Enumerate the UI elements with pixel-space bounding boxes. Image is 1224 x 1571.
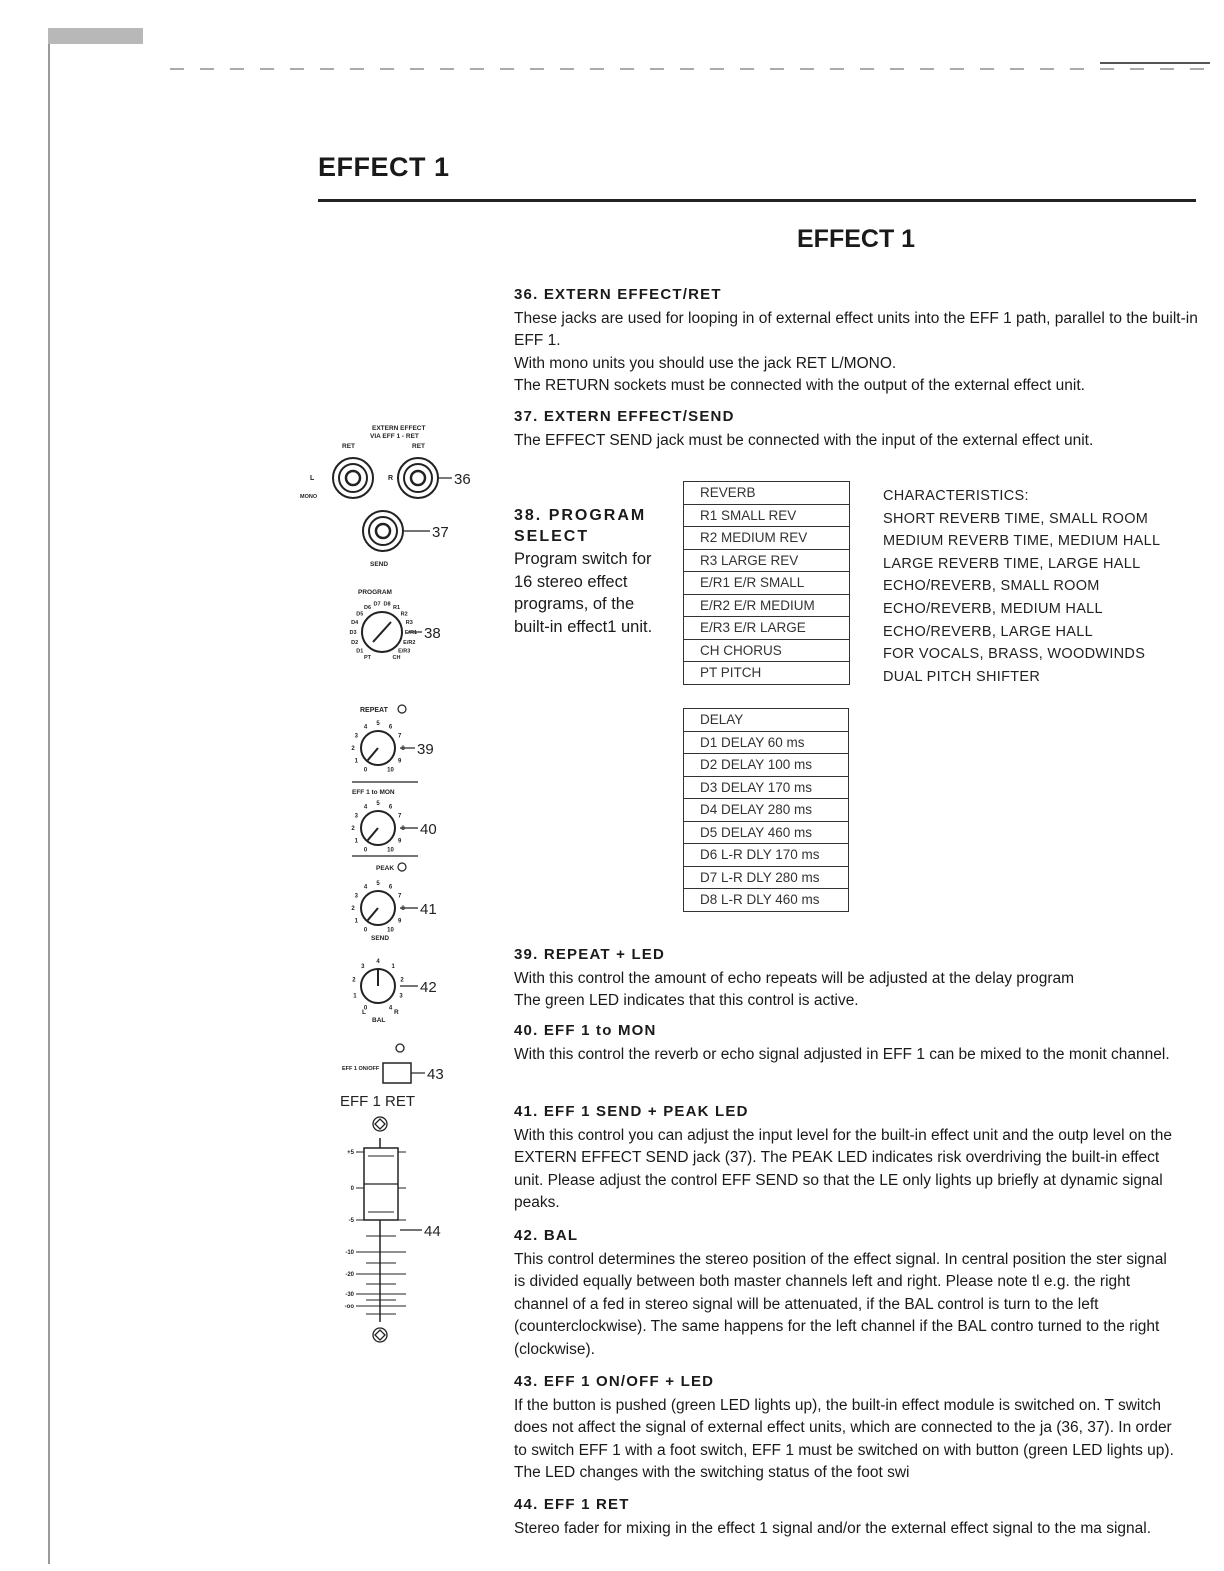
list-item: ECHO/REVERB, SMALL ROOM — [883, 578, 1100, 595]
peak-led-icon — [398, 863, 406, 871]
section-heading: 37. EXTERN EFFECT/SEND — [514, 408, 735, 425]
table-row — [684, 709, 849, 732]
callout-38: 38 — [424, 625, 441, 642]
knob-scale-label: 1 — [354, 918, 358, 925]
knob-scale-label: 2 — [400, 977, 404, 984]
program-label: PROGRAM — [358, 589, 392, 596]
table-row — [684, 482, 850, 505]
table-cell: D7 L-R DLY 280 ms — [684, 866, 849, 889]
eff-onoff-label: EFF 1 ON/OFF — [342, 1066, 380, 1072]
section-heading: 41. EFF 1 SEND + PEAK LED — [514, 1103, 749, 1120]
via-eff-label: VIA EFF 1 - RET — [370, 433, 419, 440]
knob-scale-label: 7 — [398, 813, 402, 820]
knob-scale-label: 1 — [353, 993, 357, 1000]
table-cell: D3 DELAY 170 ms — [684, 776, 849, 799]
fader-bottom-screw-icon — [373, 1328, 387, 1342]
knob-scale-label: 8 — [401, 826, 405, 832]
knob-scale-label: 8 — [401, 906, 405, 912]
section-paragraph: Program switch for 16 stereo effect programs, of the built-in effect1 unit. — [514, 550, 653, 636]
knob-scale-label: 4 — [376, 959, 380, 965]
section-heading: 38. PROGRAM SELECT — [514, 507, 647, 545]
table-row — [684, 754, 849, 777]
table-cell: D8 L-R DLY 460 ms — [684, 889, 849, 912]
knob-scale-label: 4 — [388, 1005, 393, 1012]
callout-43: 43 — [427, 1066, 444, 1083]
knob-scale-label: 0 — [363, 1005, 368, 1012]
mono-label: MONO — [300, 494, 318, 500]
bal-label: BAL — [372, 1017, 386, 1024]
repeat-label: REPEAT — [360, 707, 388, 714]
callout-44: 44 — [424, 1223, 441, 1240]
table-cell: D6 L-R DLY 170 ms — [684, 844, 849, 867]
list-item: ECHO/REVERB, LARGE HALL — [883, 623, 1093, 640]
section-44 — [514, 1494, 1176, 1540]
knob-scale-label: 10 — [387, 927, 394, 934]
r-label: R — [388, 475, 394, 482]
table-cell: R2 MEDIUM REV — [684, 527, 850, 550]
section-paragraph: If the button is pushed (green LED lights up), the built-in effect module is switched on. T switch does not affect the signal of external effect units, which are connected to the ja (36, 37). In order to switch EFF 1 with a foot switch, EFF 1 must be switched on with button (green LED lights up). The LED changes with the switching status of the foot swi — [514, 1396, 1174, 1481]
ret-left-label: RET — [342, 443, 355, 450]
table-cell: D5 DELAY 460 ms — [684, 821, 849, 844]
section-39 — [514, 944, 1182, 1013]
eff-send-knob-icon — [351, 881, 405, 934]
table-row — [684, 731, 849, 754]
knob-scale-label: 7 — [398, 893, 402, 900]
knob-scale-label: 4 — [363, 884, 368, 891]
section-36 — [514, 284, 1199, 398]
knob-scale-label: 1 — [354, 838, 358, 845]
peak-label: PEAK — [376, 865, 395, 872]
fader-scale-label: 0 — [350, 1186, 354, 1192]
callout-42: 42 — [420, 979, 437, 996]
fader-top-screw-icon — [373, 1117, 387, 1131]
list-item: DUAL PITCH SHIFTER — [883, 668, 1041, 685]
section-heading: 39. REPEAT + LED — [514, 946, 666, 963]
knob-scale-label: 5 — [376, 721, 380, 727]
list-item: CHARACTERISTICS: — [883, 488, 1029, 504]
bal-knob-icon — [352, 959, 404, 1012]
list-item: FOR VOCALS, BRASS, WOODWINDS — [883, 646, 1146, 663]
list-item: SHORT REVERB TIME, SMALL ROOM — [883, 510, 1149, 527]
scan-artifact-line — [1100, 62, 1210, 64]
list-item: MEDIUM REVERB TIME, MEDIUM HALL — [883, 533, 1161, 550]
header-rule — [318, 199, 1196, 202]
table-cell: D1 DELAY 60 ms — [684, 731, 849, 754]
table-row — [684, 866, 849, 889]
section-paragraph: The EFFECT SEND jack must be connected with the input of the external effect unit. — [514, 431, 1094, 449]
knob-scale-label: 5 — [376, 881, 380, 887]
knob-scale-label: 3 — [354, 893, 358, 900]
section-heading: 36. EXTERN EFFECT/RET — [514, 286, 722, 303]
ret-right-jack-icon — [398, 458, 438, 498]
callout-41: 41 — [420, 901, 437, 918]
knob-scale-label: 4 — [363, 724, 368, 731]
list-item: LARGE REVERB TIME, LARGE HALL — [883, 555, 1141, 572]
fader-scale-label: -30 — [345, 1292, 354, 1298]
knob-scale-label: 2 — [352, 977, 356, 984]
knob-scale-label: 2 — [351, 746, 355, 752]
eff-to-mon-label: EFF 1 to MON — [352, 789, 395, 796]
fader-scale-label: +5 — [347, 1150, 354, 1156]
eff-onoff-button[interactable] — [383, 1063, 411, 1083]
list-item: ECHO/REVERB, MEDIUM HALL — [883, 600, 1103, 617]
table-cell: DELAY — [684, 709, 849, 732]
bal-r-label: R — [394, 1009, 399, 1016]
section-paragraph: With this control the reverb or echo signal adjusted in EFF 1 can be mixed to the monit channel. — [514, 1045, 1170, 1063]
eff-to-mon-knob-icon — [351, 801, 405, 854]
send-jack-icon — [363, 511, 403, 551]
fader-scale-label: -10 — [345, 1250, 354, 1256]
callout-37: 37 — [432, 524, 449, 541]
table-row — [684, 572, 850, 595]
knob-scale-label: 3 — [399, 993, 403, 1000]
section-paragraph: With mono units you should use the jack RET L/MONO. — [514, 354, 897, 372]
program-position-label: E/R1 — [404, 630, 418, 636]
characteristics-list — [883, 485, 1160, 688]
scan-artifact-top — [48, 28, 143, 44]
knob-scale-label: 3 — [354, 813, 358, 820]
program-position-label: E/R2 — [403, 639, 416, 646]
send-label: SEND — [370, 561, 389, 568]
program-position-label: D8 — [383, 601, 391, 608]
knob-scale-label: 0 — [363, 767, 368, 774]
delay-program-table — [683, 708, 849, 912]
repeat-knob-icon — [351, 721, 405, 774]
program-position-label: D1 — [356, 648, 364, 655]
knob-scale-label: 8 — [401, 746, 405, 752]
scan-artifact-dashes — [170, 68, 1210, 70]
knob-scale-label: 5 — [376, 801, 380, 807]
knob-scale-label: 3 — [361, 964, 365, 971]
table-row — [684, 617, 850, 640]
knob-scale-label: 6 — [388, 804, 393, 811]
table-row — [684, 799, 849, 822]
table-row — [684, 527, 850, 550]
fader-scale-label: -oo — [344, 1304, 354, 1310]
section-heading: 44. EFF 1 RET — [514, 1496, 630, 1513]
table-cell: REVERB — [684, 482, 850, 505]
table-row — [684, 594, 850, 617]
knob-scale-label: 1 — [354, 758, 358, 765]
section-title: EFFECT 1 — [797, 225, 916, 253]
section-38 — [514, 505, 659, 638]
program-position-label: D2 — [351, 639, 359, 646]
table-row — [684, 504, 850, 527]
section-paragraph: The RETURN sockets must be connected with the output of the external effect unit. — [514, 377, 1085, 394]
section-paragraph: With this control you can adjust the input level for the built-in effect unit and the outp level on the EXTERN EFFECT SEND jack (37). The PEAK LED indicates risk overdriving the built-in effect unit. Please adjust the control EFF SEND so that the LE only lights up briefly at dynamic signal peaks. — [514, 1126, 1173, 1211]
bal-l-label: L — [362, 1009, 366, 1016]
section-42 — [514, 1225, 1176, 1361]
table-cell: D4 DELAY 280 ms — [684, 799, 849, 822]
knob-scale-label: 1 — [391, 964, 395, 971]
table-cell: R3 LARGE REV — [684, 549, 850, 572]
program-position-label: R1 — [392, 604, 401, 611]
extern-effect-label: EXTERN EFFECT — [372, 425, 426, 432]
send-knob-label: SEND — [371, 935, 390, 942]
control-panel-diagram — [300, 410, 500, 1360]
section-paragraph: The green LED indicates that this control is active. — [514, 992, 859, 1009]
program-position-label: D7 — [373, 601, 381, 608]
l-label: L — [310, 475, 315, 482]
scan-artifact-left-edge — [48, 44, 50, 1564]
knob-scale-label: 3 — [354, 733, 358, 740]
program-select-knob-icon — [349, 601, 417, 661]
program-position-label: D3 — [349, 630, 357, 636]
section-40 — [514, 1020, 1182, 1066]
table-row — [684, 639, 850, 662]
section-41 — [514, 1101, 1178, 1215]
page-header: EFFECT 1 — [318, 152, 450, 182]
program-position-label: E/R3 — [398, 648, 411, 655]
knob-scale-label: 7 — [398, 733, 402, 740]
table-cell: PT PITCH — [684, 662, 850, 685]
knob-scale-label: 2 — [351, 826, 355, 832]
callout-40: 40 — [420, 821, 437, 838]
knob-scale-label: 9 — [398, 918, 402, 925]
program-position-label: D4 — [351, 620, 359, 627]
program-position-label: CH — [392, 655, 401, 662]
knob-scale-label: 6 — [388, 724, 393, 731]
knob-scale-label: 10 — [387, 847, 394, 854]
table-cell: CH CHORUS — [684, 639, 850, 662]
eff-ret-label: EFF 1 RET — [340, 1093, 416, 1110]
program-position-label: R2 — [400, 611, 408, 618]
program-position-label: R3 — [405, 620, 413, 627]
program-position-label: D5 — [356, 611, 364, 618]
program-position-label: PT — [363, 655, 372, 662]
table-cell: D2 DELAY 100 ms — [684, 754, 849, 777]
ret-right-label: RET — [412, 443, 425, 450]
callout-36: 36 — [454, 471, 471, 488]
section-paragraph: This control determines the stereo position of the effect signal. In central position the ster signal is divided equally between both master channels left and right. Please note tl e.g. the right channel of a fed in stereo signal will be attenuated, if the BAL control is turn to the left (counterclockwise). The same happens for the left channel if the BAL contro turned to the right (clockwise). — [514, 1250, 1167, 1358]
callout-39: 39 — [417, 741, 434, 758]
table-cell: E/R1 E/R SMALL — [684, 572, 850, 595]
eff-onoff-led-icon — [396, 1044, 404, 1052]
knob-scale-label: 10 — [387, 767, 394, 774]
knob-scale-label: 2 — [351, 906, 355, 912]
table-row — [684, 549, 850, 572]
section-heading: 43. EFF 1 ON/OFF + LED — [514, 1373, 715, 1390]
knob-scale-label: 4 — [363, 804, 368, 811]
section-43 — [514, 1371, 1176, 1485]
knob-scale-label: 0 — [363, 927, 368, 934]
fader-scale-label: -5 — [348, 1218, 354, 1224]
section-heading: 40. EFF 1 to MON — [514, 1022, 657, 1039]
table-cell: E/R3 E/R LARGE — [684, 617, 850, 640]
section-paragraph: With this control the amount of echo repeats will be adjusted at the delay program — [514, 969, 1075, 987]
section-paragraph: These jacks are used for looping in of external effect units into the EFF 1 path, parallel to the built-in EFF 1. — [514, 309, 1198, 349]
table-row — [684, 889, 849, 912]
knob-scale-label: 9 — [398, 838, 402, 845]
fader-scale-label: -20 — [345, 1272, 354, 1278]
table-cell: R1 SMALL REV — [684, 504, 850, 527]
table-row — [684, 844, 849, 867]
knob-scale-label: 0 — [363, 847, 368, 854]
section-paragraph: Stereo fader for mixing in the effect 1 signal and/or the external effect signal to the ma signal. — [514, 1519, 1152, 1537]
section-37 — [514, 406, 1199, 452]
program-position-label: D6 — [363, 604, 372, 611]
table-row — [684, 821, 849, 844]
knob-scale-label: 9 — [398, 758, 402, 765]
reverb-program-table — [683, 481, 850, 685]
repeat-led-icon — [398, 705, 406, 713]
section-heading: 42. BAL — [514, 1227, 579, 1244]
table-row — [684, 662, 850, 685]
table-row — [684, 776, 849, 799]
ret-left-jack-icon — [333, 458, 373, 498]
ret-fader-knob[interactable] — [364, 1148, 398, 1220]
table-cell: E/R2 E/R MEDIUM — [684, 594, 850, 617]
knob-scale-label: 6 — [388, 884, 393, 891]
